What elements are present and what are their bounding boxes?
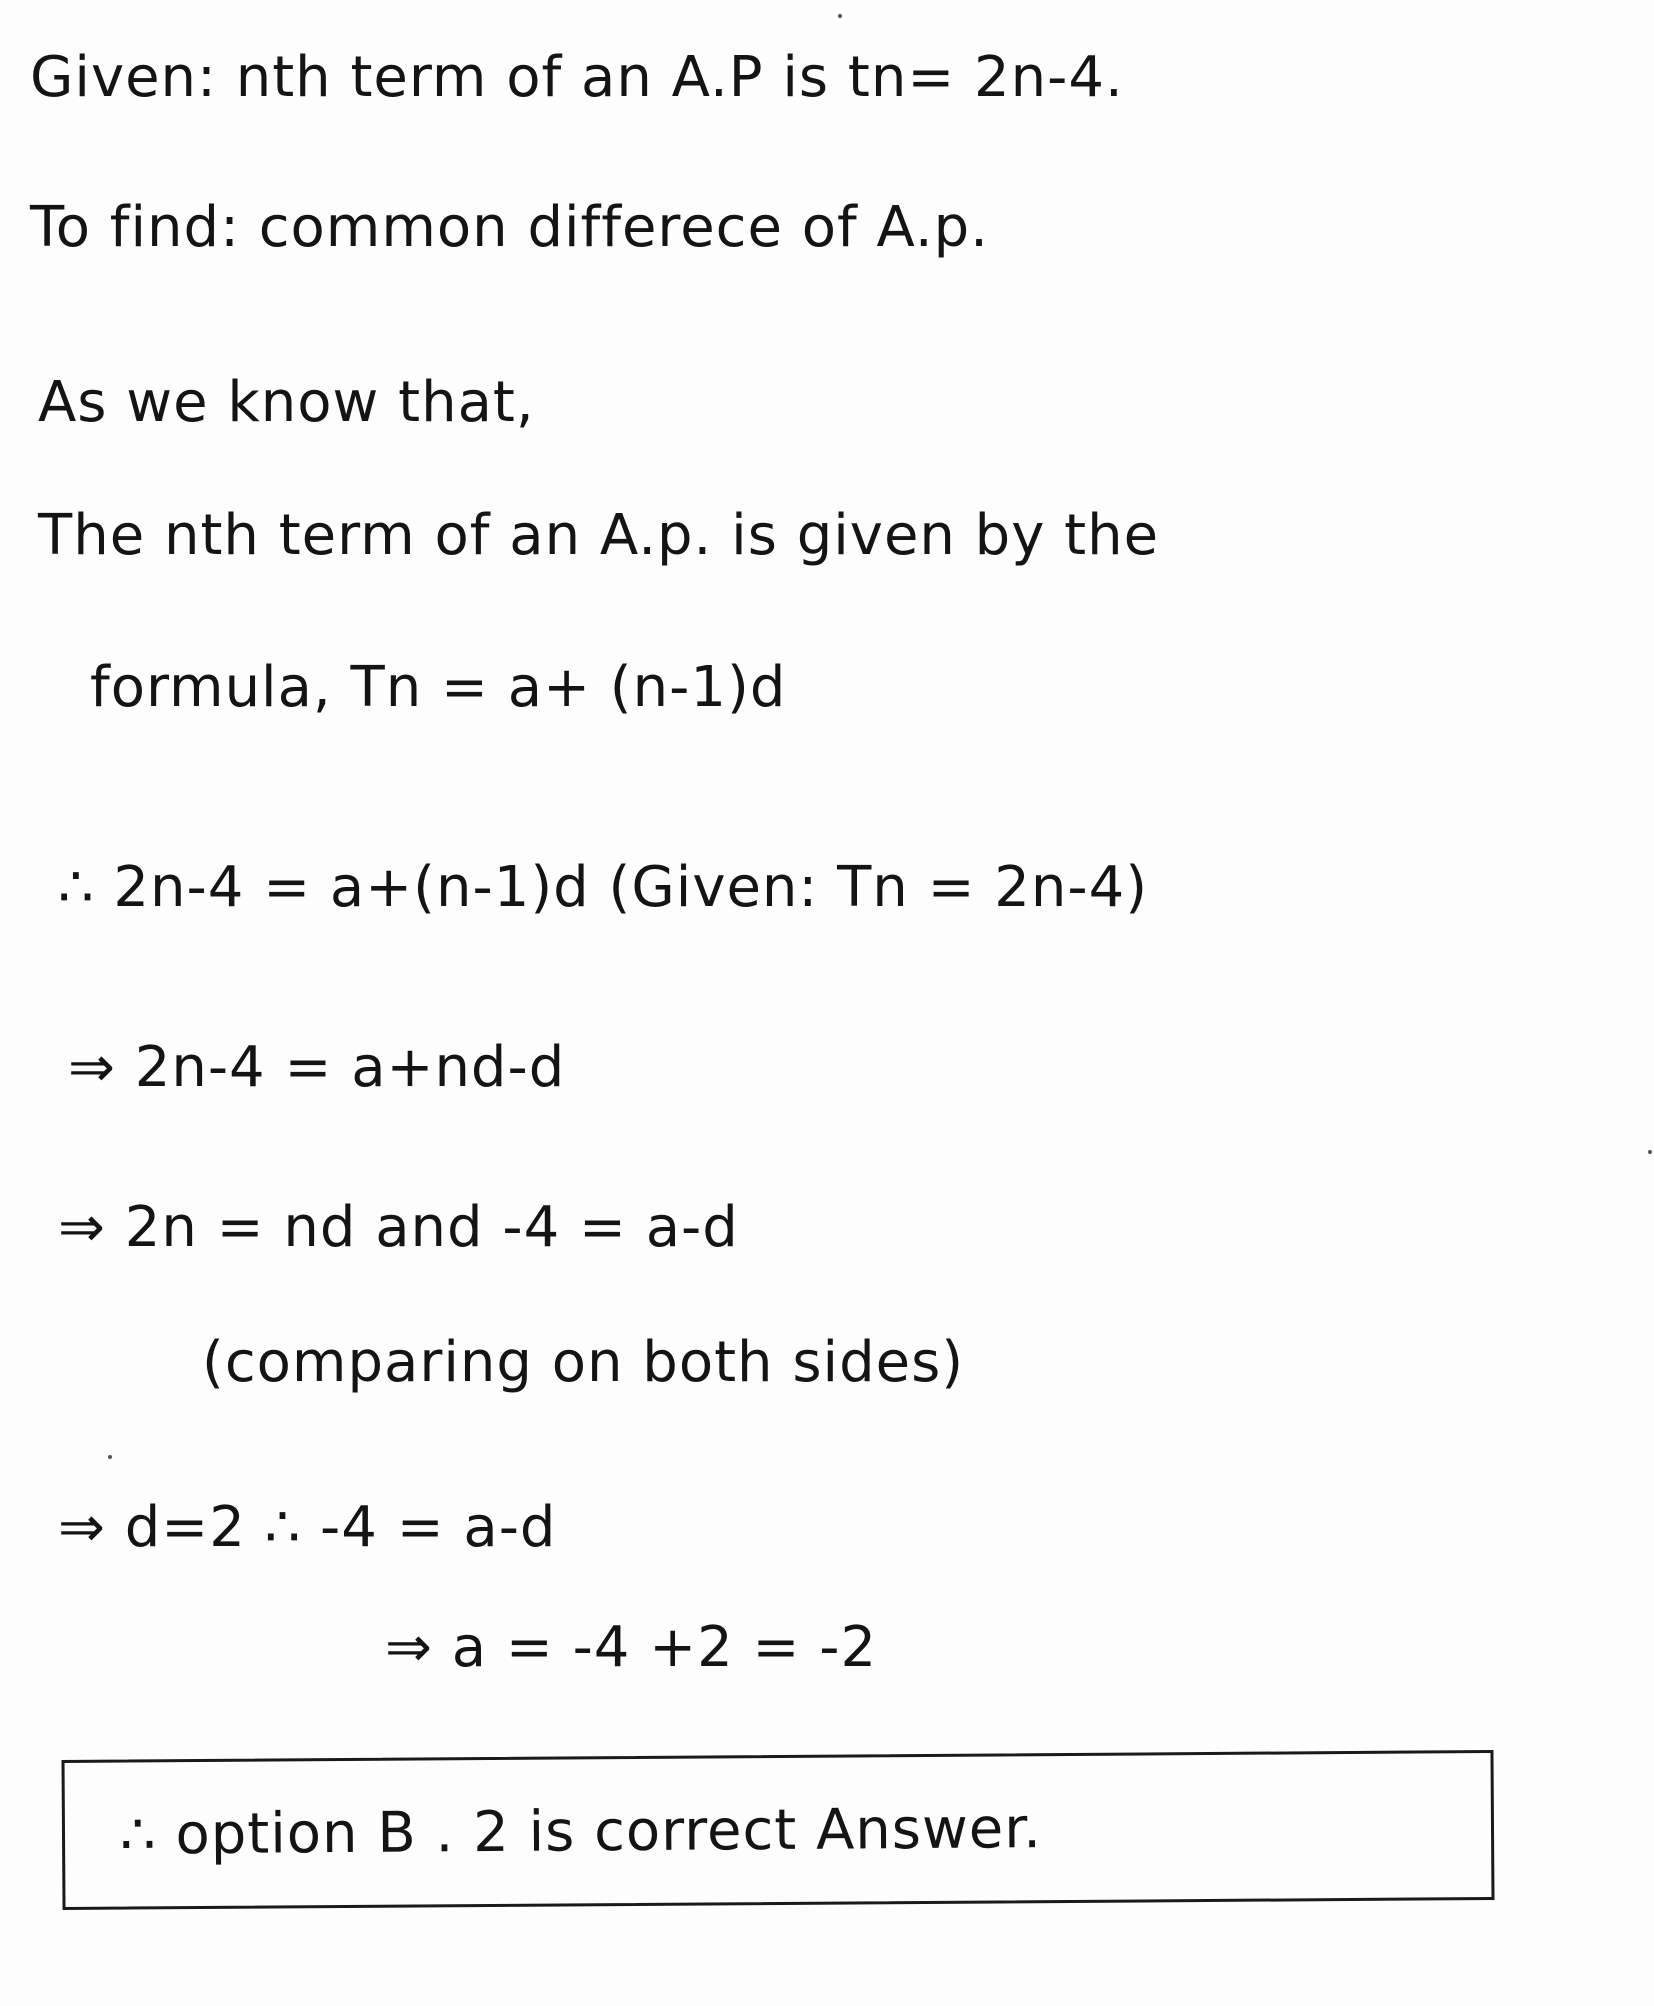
- formula-line: formula, Tn = a+ (n-1)d: [90, 655, 787, 720]
- paper-speck: [1648, 1150, 1652, 1154]
- nth-term-intro-line: The nth term of an A.p. is given by the: [38, 503, 1160, 568]
- answer-box: [61, 1750, 1494, 1910]
- given-line: Given: nth term of an A.P is tn= 2n-4.: [30, 45, 1124, 110]
- as-we-know-line: As we know that,: [38, 370, 535, 435]
- step1-line: ∴ 2n-4 = a+(n-1)d (Given: Tn = 2n-4): [58, 855, 1149, 920]
- step2-line: ⇒ 2n-4 = a+nd-d: [68, 1035, 566, 1100]
- step5-line: ⇒ a = -4 +2 = -2: [385, 1615, 878, 1680]
- comparing-note: (comparing on both sides): [202, 1330, 965, 1395]
- paper-speck: [838, 14, 842, 18]
- paper-speck: [108, 1455, 112, 1459]
- step3-line: ⇒ 2n = nd and -4 = a-d: [58, 1195, 739, 1260]
- to-find-line: To find: common differece of A.p.: [30, 195, 989, 260]
- step4-line: ⇒ d=2 ∴ -4 = a-d: [58, 1495, 557, 1560]
- answer-text: ∴ option B . 2 is correct Answer.: [119, 1796, 1043, 1868]
